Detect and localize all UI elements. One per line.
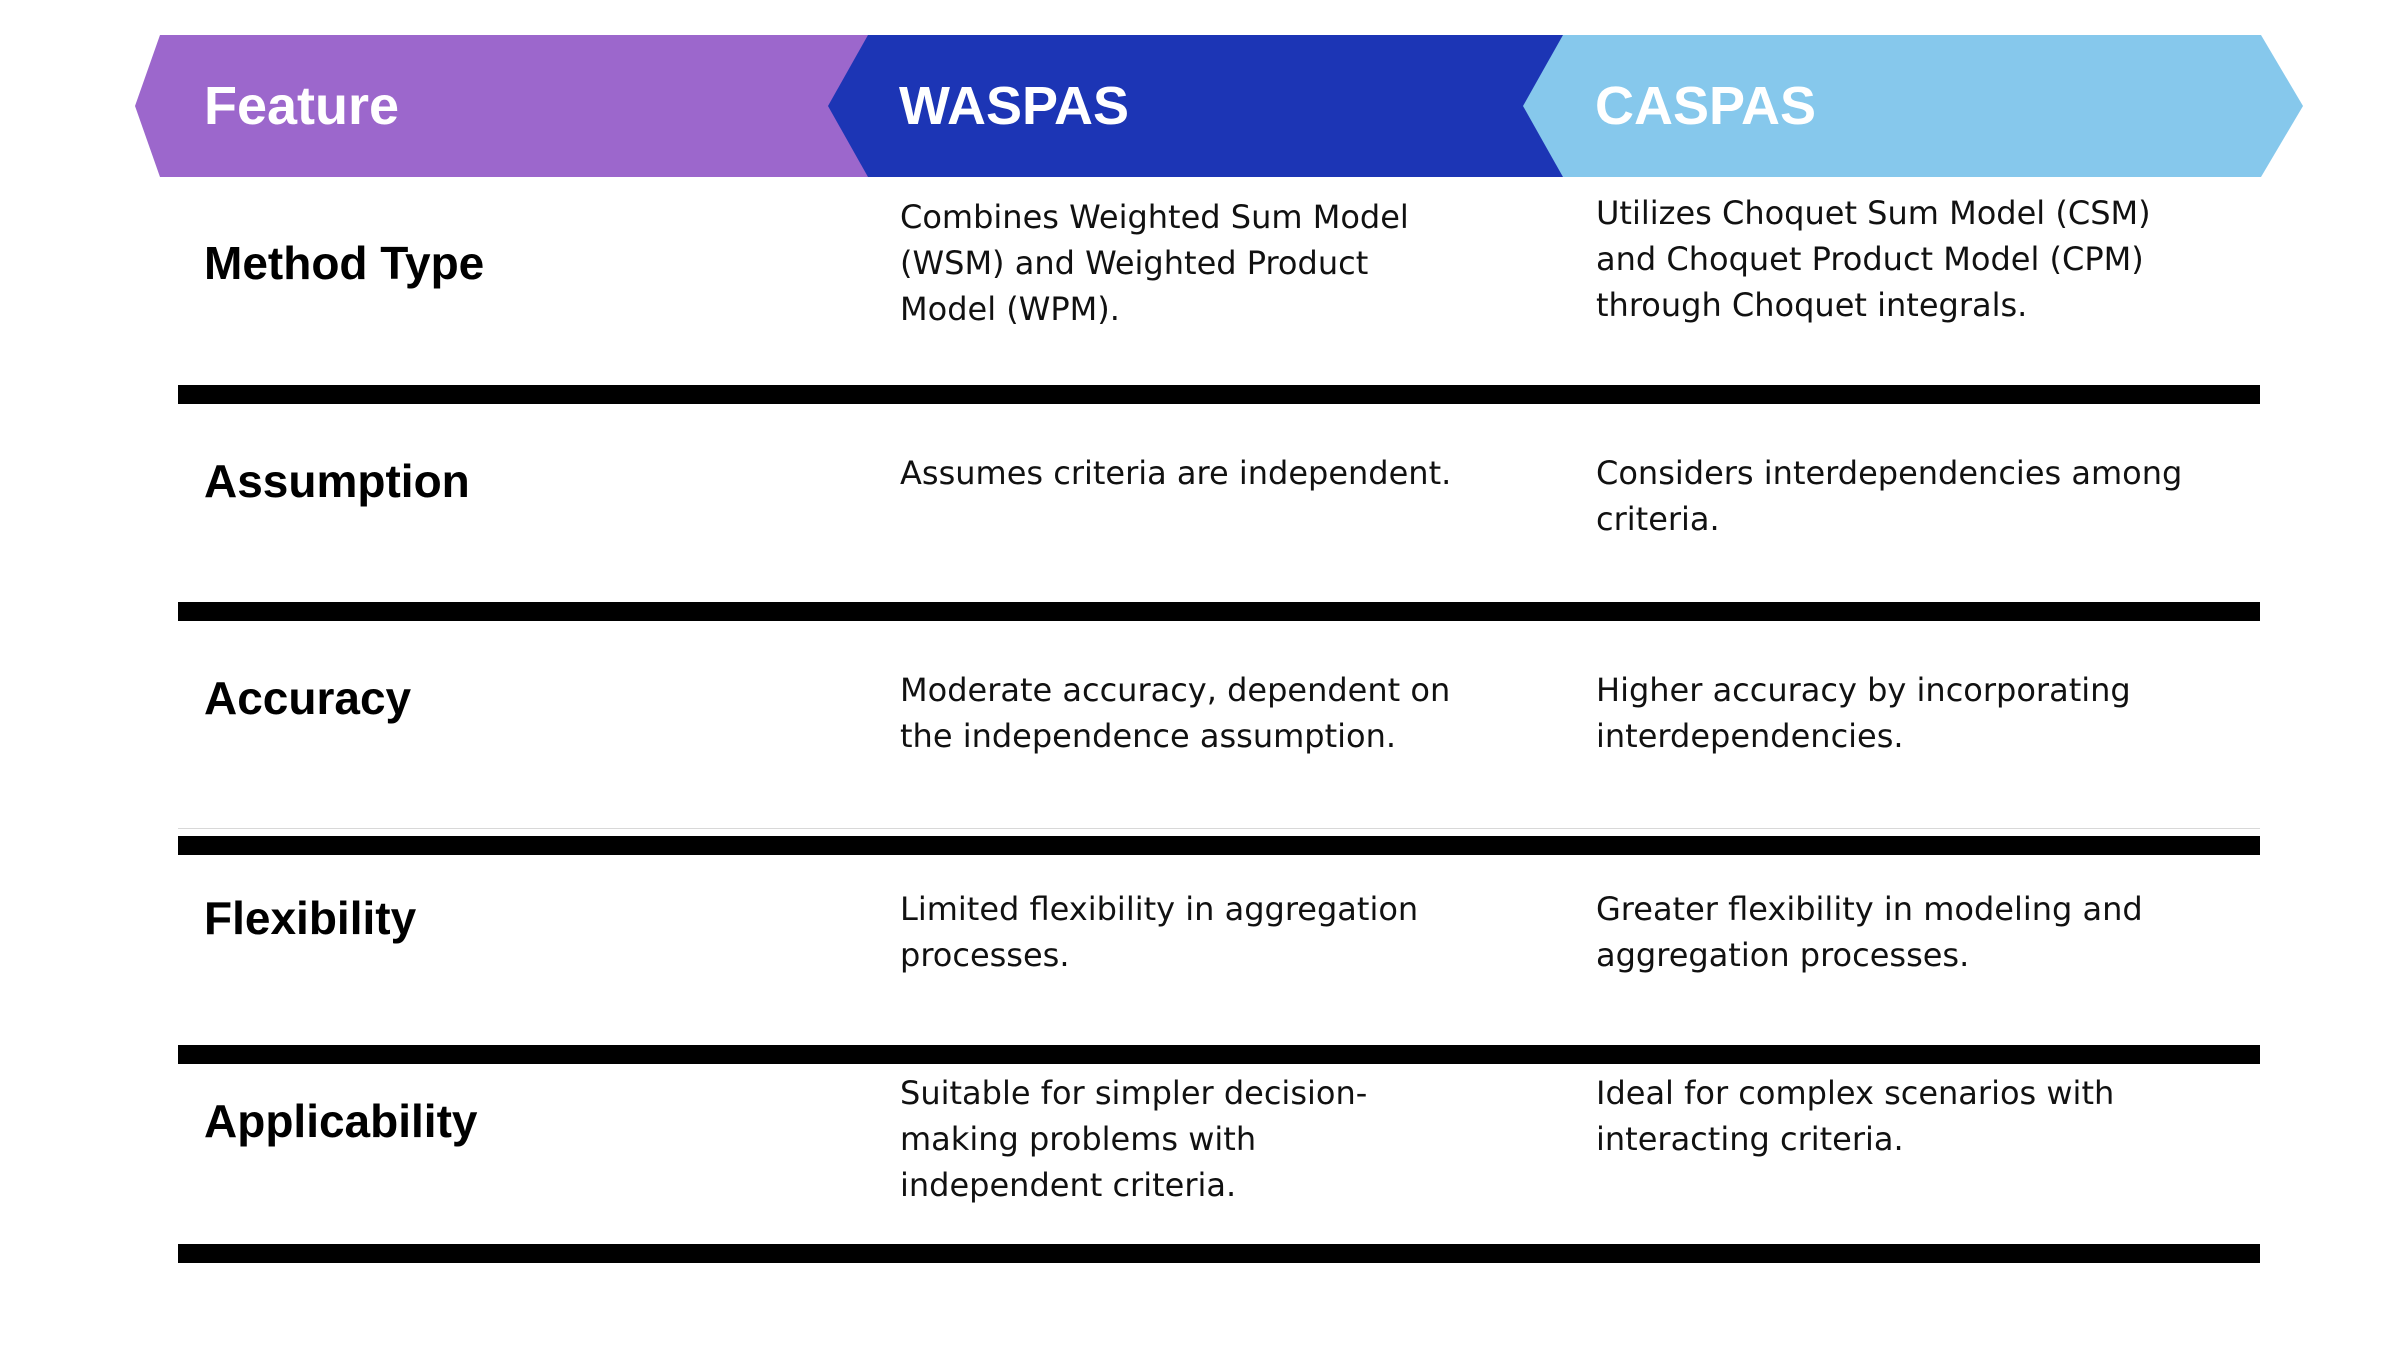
row-divider bbox=[178, 1045, 2260, 1064]
comparison-header bbox=[135, 35, 2303, 177]
feature-label-flexibility: Flexibility bbox=[204, 892, 417, 944]
feature-header-label: Feature bbox=[204, 76, 400, 136]
caspas-cell-flexibility: Greater flexibility in modeling and aggregation processes. bbox=[1596, 890, 2143, 974]
feature-label-accuracy: Accuracy bbox=[204, 672, 412, 724]
row-divider bbox=[178, 836, 2260, 855]
row-divider bbox=[178, 602, 2260, 621]
waspas-cell-assumption: Assumes criteria are independent. bbox=[900, 454, 1452, 492]
waspas-cell-accuracy: Moderate accuracy, dependent on the independence assumption. bbox=[900, 671, 1451, 755]
caspas-cell-assumption: Considers interdependencies among criteria. bbox=[1596, 454, 2183, 538]
feature-label-applicability: Applicability bbox=[204, 1095, 478, 1147]
table-row-applicability bbox=[178, 1064, 2260, 1244]
feature-label-method-type: Method Type bbox=[204, 237, 485, 289]
row-divider bbox=[178, 385, 2260, 404]
caspas-cell-method-type: Utilizes Choquet Sum Model (CSM) and Choquet Product Model (CPM) through Choquet integrals. bbox=[1596, 194, 2151, 324]
waspas-header-label: WASPAS bbox=[899, 76, 1130, 136]
caspas-header-label: CASPAS bbox=[1595, 76, 1817, 136]
caspas-cell-applicability: Ideal for complex scenarios with interacting criteria. bbox=[1596, 1074, 2115, 1158]
table-row-assumption bbox=[178, 404, 2260, 602]
table-row-method-type bbox=[178, 190, 2260, 385]
row-divider bbox=[178, 1244, 2260, 1263]
waspas-cell-method-type: Combines Weighted Sum Model (WSM) and Weighted Product Model (WPM). bbox=[900, 198, 1409, 328]
header-chevrons bbox=[135, 35, 2303, 177]
caspas-cell-accuracy: Higher accuracy by incorporating interdependencies. bbox=[1596, 671, 2131, 755]
feature-label-assumption: Assumption bbox=[204, 455, 470, 507]
waspas-cell-flexibility: Limited flexibility in aggregation processes. bbox=[900, 890, 1419, 974]
waspas-cell-applicability: Suitable for simpler decision-making problems with independent criteria. bbox=[900, 1074, 1368, 1204]
row-separator-thin bbox=[178, 828, 2260, 829]
table-row-accuracy bbox=[178, 621, 2260, 830]
table-row-flexibility bbox=[178, 855, 2260, 1045]
